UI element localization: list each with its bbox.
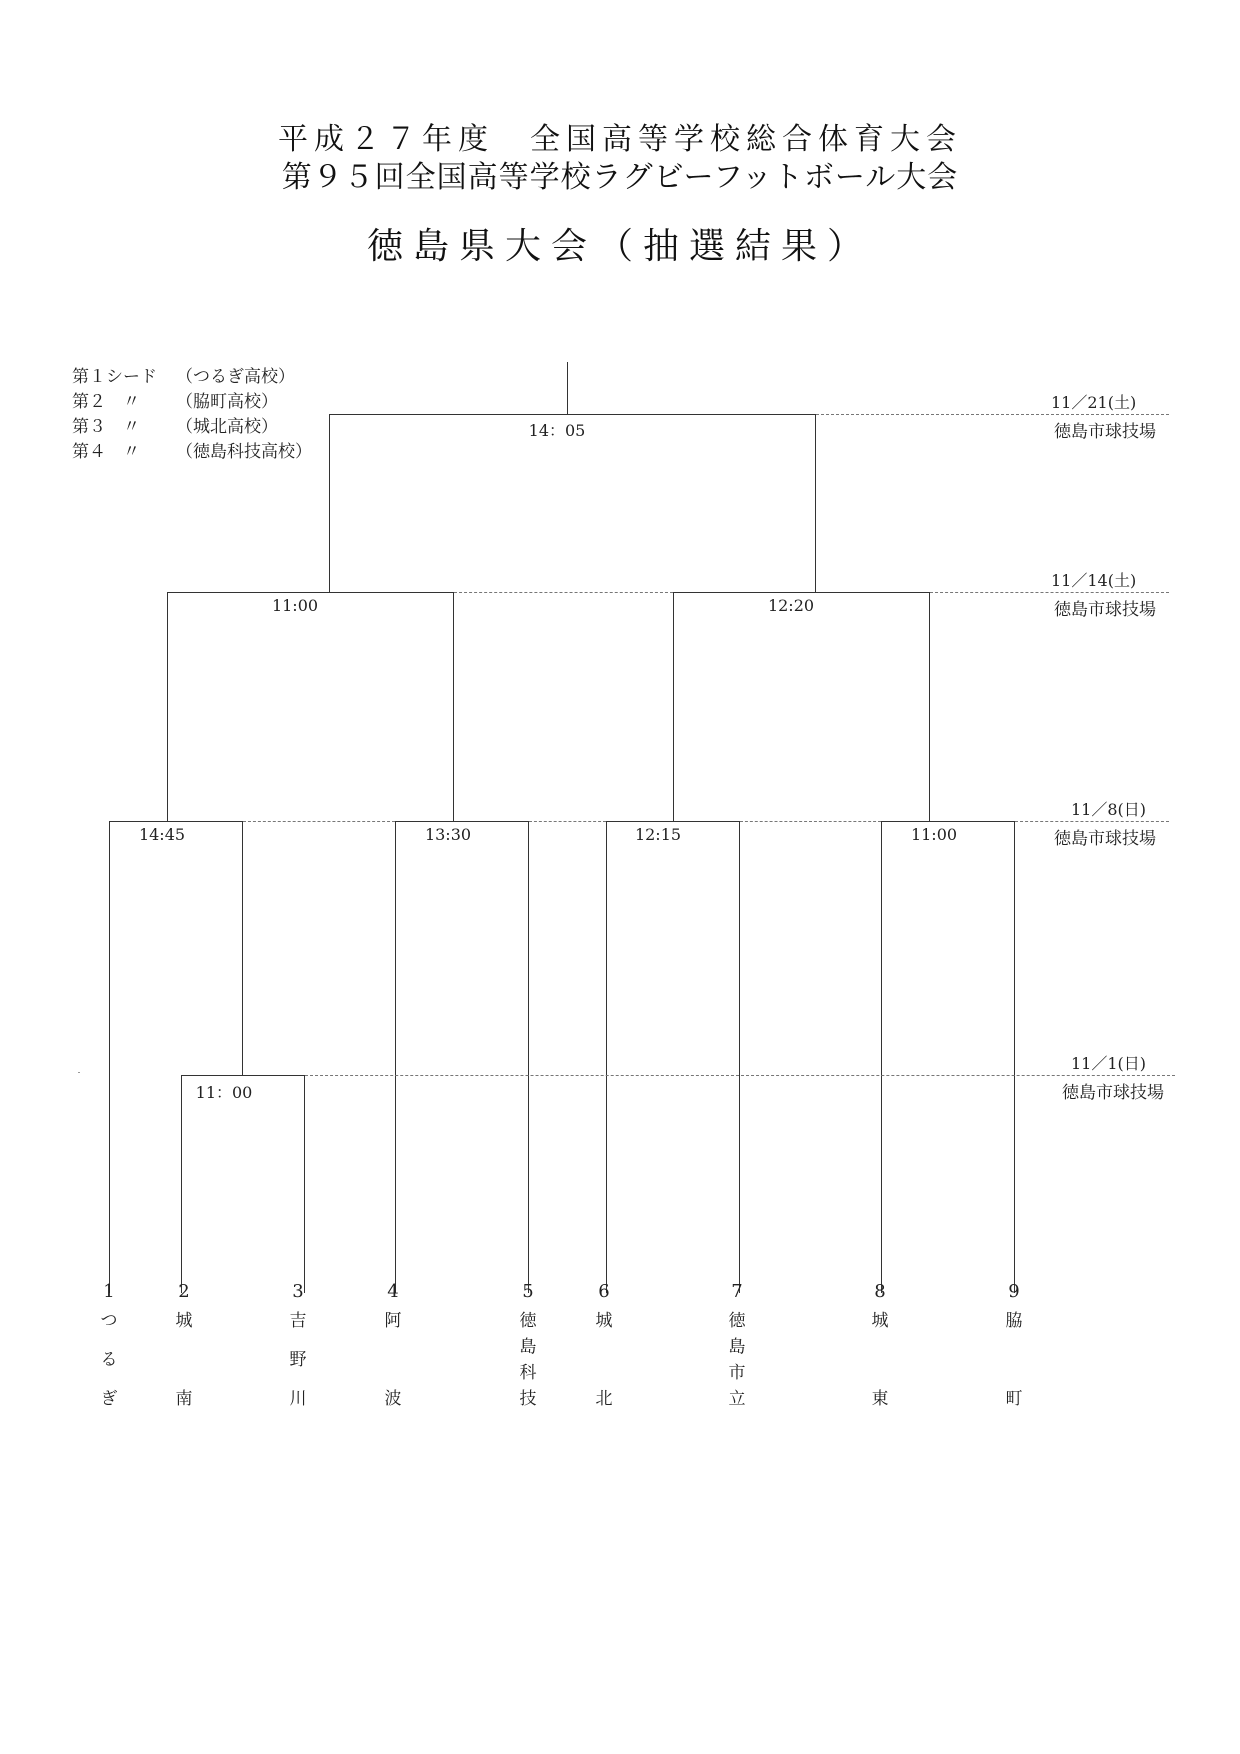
seed-school: （脇町高校） [176, 392, 278, 412]
bracket-line [167, 592, 454, 593]
team-name-char: 技 [519, 1389, 537, 1409]
team-name-char: 城 [871, 1311, 889, 1331]
team-name-char: る [100, 1350, 118, 1370]
team-name-char: つ [100, 1311, 118, 1331]
team-name-char: 野 [289, 1350, 307, 1370]
match-time-r1: 11：00 [195, 1083, 253, 1102]
title-main: 徳島県大会（抽選結果） [366, 226, 873, 267]
bracket-line [673, 592, 674, 821]
round-venue: 徳島市球技場 [1054, 829, 1156, 849]
round-divider [816, 414, 1169, 415]
match-time-semi-left: 11:00 [271, 596, 319, 615]
team-name-char: 島 [519, 1337, 537, 1357]
round-venue: 徳島市球技場 [1054, 600, 1156, 620]
team-name-char: 波 [384, 1389, 402, 1409]
match-time-semi-right: 12:20 [767, 596, 815, 615]
seed-school: （城北高校） [176, 417, 278, 437]
team-name-char: 科 [519, 1363, 537, 1383]
round-date: 11／8(日) [1071, 800, 1147, 819]
round-date: 11／21(土) [1051, 393, 1137, 412]
bracket-line [929, 592, 930, 821]
seed-school: （徳島科技高校） [176, 442, 312, 462]
bracket-line [329, 414, 330, 592]
seed-rank: 第１シード [72, 367, 157, 387]
round-divider [930, 592, 1169, 593]
team-name-char: 南 [175, 1389, 193, 1409]
team-name-char: 市 [728, 1363, 746, 1383]
bracket-line [881, 821, 1015, 822]
bracket-line [109, 821, 110, 1293]
round-date: 11／1(日) [1071, 1054, 1147, 1073]
bracket-line [395, 821, 529, 822]
round-divider [305, 1075, 1175, 1076]
bracket-line [304, 1075, 305, 1293]
team-number: 3 [292, 1281, 304, 1302]
team-name-char: 東 [871, 1389, 889, 1409]
team-name-char: 脇 [1005, 1311, 1023, 1331]
team-number: 9 [1008, 1281, 1020, 1302]
team-name-char: 島 [728, 1337, 746, 1357]
bracket-line [181, 1075, 305, 1076]
team-number: 8 [874, 1281, 886, 1302]
round-divider [454, 592, 673, 593]
bracket-line [739, 821, 740, 1293]
match-time-qf-1: 14:45 [138, 825, 186, 844]
team-number: 5 [522, 1281, 534, 1302]
round-venue: 徳島市球技場 [1054, 422, 1156, 442]
team-name-char: 城 [175, 1311, 193, 1331]
bracket-line [329, 414, 816, 415]
round-divider [1015, 821, 1169, 822]
bracket-line [181, 1075, 182, 1293]
match-time-qf-4: 11:00 [910, 825, 958, 844]
bracket-line [395, 821, 396, 1293]
team-name-char: 徳 [728, 1311, 746, 1331]
team-number: 7 [731, 1281, 743, 1302]
team-name-char: ぎ [100, 1389, 118, 1409]
title-line-1: 平成２７年度 全国高等学校総合体育大会 [278, 122, 962, 157]
seed-rank: 第２ 〃 [72, 392, 140, 412]
team-name-char: 阿 [384, 1311, 402, 1331]
seed-school: （つるぎ高校） [176, 367, 295, 387]
team-name-char: 立 [728, 1389, 746, 1409]
team-name-char: 吉 [289, 1311, 307, 1331]
seed-rank: 第４ 〃 [72, 442, 140, 462]
round-divider [243, 821, 395, 822]
bracket-line [815, 414, 816, 592]
seed-rank: 第３ 〃 [72, 417, 140, 437]
bracket-line [242, 821, 243, 1075]
round-venue: 徳島市球技場 [1062, 1083, 1164, 1103]
bracket-line [167, 592, 168, 821]
bracket-line [109, 821, 243, 822]
team-number: 2 [178, 1281, 190, 1302]
round-divider [529, 821, 606, 822]
match-time-qf-2: 13:30 [424, 825, 472, 844]
match-time-final: 14：05 [528, 421, 586, 440]
stray-mark [78, 1072, 80, 1073]
bracket-line [567, 362, 568, 414]
bracket-line [881, 821, 882, 1293]
team-name-char: 城 [595, 1311, 613, 1331]
team-name-char: 北 [595, 1389, 613, 1409]
team-name-char: 川 [289, 1389, 307, 1409]
round-divider [740, 821, 881, 822]
bracket-line [1014, 821, 1015, 1293]
team-number: 1 [103, 1281, 115, 1302]
round-date: 11／14(土) [1051, 571, 1137, 590]
match-time-qf-3: 12:15 [634, 825, 682, 844]
team-number: 4 [387, 1281, 399, 1302]
bracket-line [606, 821, 740, 822]
team-name-char: 徳 [519, 1311, 537, 1331]
title-line-2: 第９５回全国高等学校ラグビーフットボール大会 [281, 160, 959, 195]
bracket-line [453, 592, 454, 821]
bracket-line [528, 821, 529, 1293]
team-name-char: 町 [1005, 1389, 1023, 1409]
bracket-line [673, 592, 930, 593]
bracket-line [606, 821, 607, 1293]
team-number: 6 [598, 1281, 610, 1302]
